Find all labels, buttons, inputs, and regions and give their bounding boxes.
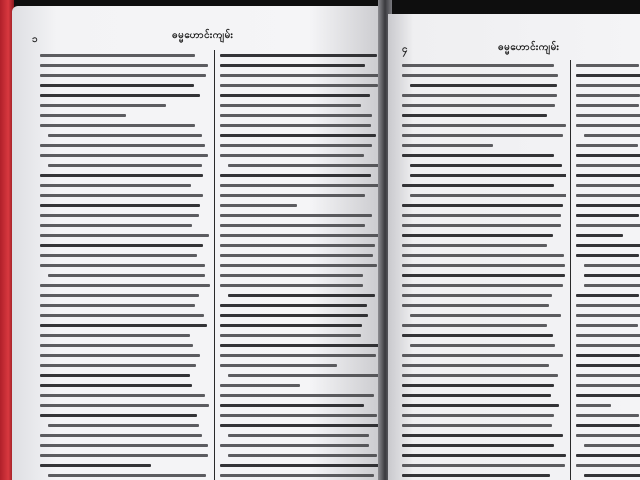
- text-line: [576, 454, 640, 457]
- text-line: [402, 364, 549, 367]
- text-line: [220, 204, 297, 207]
- text-line: [402, 394, 551, 397]
- text-line: [402, 334, 553, 337]
- text-line: [576, 194, 640, 197]
- text-line: [40, 84, 194, 87]
- text-line: [402, 64, 554, 67]
- text-line: [220, 134, 376, 137]
- text-line: [220, 304, 367, 307]
- text-line: [40, 264, 205, 267]
- text-line: [576, 94, 640, 97]
- text-line: [220, 54, 377, 57]
- text-line: [220, 404, 364, 407]
- right-page-column-rule: [570, 60, 571, 480]
- text-line: [40, 154, 208, 157]
- text-line: [410, 174, 566, 177]
- text-line: [576, 464, 640, 467]
- text-line: [410, 314, 561, 317]
- text-line: [220, 444, 369, 447]
- text-line: [220, 184, 379, 187]
- text-line: [48, 164, 202, 167]
- text-line: [584, 134, 640, 137]
- text-line: [410, 194, 566, 197]
- text-line: [220, 274, 363, 277]
- text-line: [402, 454, 566, 457]
- text-line: [402, 464, 565, 467]
- text-line: [220, 174, 371, 177]
- text-line: [40, 374, 190, 377]
- text-line: [220, 324, 362, 327]
- text-line: [410, 84, 557, 87]
- text-line: [40, 364, 196, 367]
- text-line: [40, 234, 209, 237]
- text-line: [220, 264, 377, 267]
- text-line: [220, 84, 378, 87]
- text-line: [220, 254, 373, 257]
- text-line: [40, 184, 191, 187]
- text-line: [402, 214, 561, 217]
- text-line: [576, 314, 640, 317]
- text-line: [576, 224, 640, 227]
- text-line: [220, 394, 374, 397]
- text-line: [576, 114, 640, 117]
- text-line: [576, 394, 640, 397]
- text-line: [220, 474, 374, 477]
- text-line: [40, 354, 200, 357]
- text-line: [402, 384, 554, 387]
- right-running-head: ဓမ္မဟောင်းကျမ်း: [498, 42, 560, 53]
- text-line: [576, 384, 640, 387]
- text-line: [576, 324, 638, 327]
- text-line: [576, 144, 638, 147]
- right-page: [388, 14, 640, 480]
- text-line: [48, 424, 199, 427]
- text-line: [576, 304, 640, 307]
- text-line: [576, 124, 640, 127]
- text-line: [220, 104, 361, 107]
- text-line: [402, 404, 559, 407]
- text-line: [576, 174, 640, 177]
- text-line: [402, 244, 547, 247]
- text-line: [402, 374, 558, 377]
- text-line: [410, 164, 562, 167]
- text-line: [40, 224, 192, 227]
- text-line: [402, 254, 564, 257]
- text-line: [220, 154, 364, 157]
- text-line: [40, 434, 202, 437]
- left-page-column-rule: [214, 50, 215, 480]
- text-line: [40, 244, 203, 247]
- text-line: [402, 144, 493, 147]
- text-line: [576, 184, 640, 187]
- text-line: [40, 254, 197, 257]
- text-line: [576, 254, 639, 257]
- text-line: [402, 284, 563, 287]
- text-line: [220, 74, 379, 77]
- right-page-column-1: [402, 64, 566, 480]
- text-line: [402, 444, 554, 447]
- text-line: [40, 414, 197, 417]
- text-line: [576, 164, 640, 167]
- text-line: [410, 344, 555, 347]
- text-line: [402, 354, 563, 357]
- text-line: [228, 454, 377, 457]
- text-line: [402, 184, 554, 187]
- text-line: [402, 414, 554, 417]
- text-line: [576, 294, 639, 297]
- right-page-column-2: [576, 64, 640, 480]
- text-line: [220, 354, 376, 357]
- text-line: [402, 154, 554, 157]
- text-line: [576, 204, 640, 207]
- text-line: [48, 134, 202, 137]
- text-line: [40, 404, 209, 407]
- text-line: [40, 444, 208, 447]
- text-line: [40, 124, 195, 127]
- text-line: [40, 104, 166, 107]
- text-line: [576, 154, 640, 157]
- text-line: [228, 374, 380, 377]
- left-page-column-1: [40, 54, 210, 480]
- text-line: [576, 334, 640, 337]
- text-line: [402, 474, 550, 477]
- text-line: [220, 344, 380, 347]
- text-line: [576, 434, 640, 437]
- text-line: [576, 214, 639, 217]
- text-line: [40, 344, 193, 347]
- text-line: [40, 114, 126, 117]
- text-line: [402, 94, 557, 97]
- text-line: [576, 64, 639, 67]
- text-line: [402, 424, 552, 427]
- text-line: [220, 64, 365, 67]
- text-line: [228, 434, 369, 437]
- text-line: [40, 64, 208, 67]
- text-line: [220, 334, 361, 337]
- text-line: [576, 84, 640, 87]
- text-line: [402, 124, 566, 127]
- text-line: [576, 414, 639, 417]
- left-page: [12, 6, 384, 480]
- text-line: [40, 454, 208, 457]
- text-line: [402, 234, 553, 237]
- text-line: [220, 284, 363, 287]
- text-line: [576, 364, 640, 367]
- text-line: [220, 414, 377, 417]
- text-line: [40, 384, 192, 387]
- text-line: [40, 294, 199, 297]
- text-line: [220, 384, 300, 387]
- text-line: [40, 94, 200, 97]
- text-line: [576, 74, 640, 77]
- text-line: [402, 274, 565, 277]
- text-line: [576, 404, 611, 407]
- text-line: [40, 74, 206, 77]
- text-line: [402, 74, 558, 77]
- text-line: [402, 134, 563, 137]
- text-line: [576, 354, 640, 357]
- text-line: [40, 194, 203, 197]
- text-line: [584, 284, 640, 287]
- text-line: [576, 234, 623, 237]
- text-line: [220, 144, 372, 147]
- text-line: [576, 424, 640, 427]
- text-line: [576, 104, 639, 107]
- text-line: [220, 424, 379, 427]
- text-line: [584, 474, 640, 477]
- text-line: [220, 114, 372, 117]
- text-line: [584, 264, 640, 267]
- text-line: [220, 124, 371, 127]
- text-line: [220, 194, 365, 197]
- text-line: [220, 214, 372, 217]
- text-line: [220, 314, 368, 317]
- left-running-head: ဓမ္မဟောင်းကျမ်း: [172, 30, 234, 41]
- text-line: [402, 114, 547, 117]
- text-line: [40, 54, 195, 57]
- text-line: [402, 324, 547, 327]
- text-line: [48, 274, 205, 277]
- text-line: [48, 474, 206, 477]
- text-line: [40, 394, 205, 397]
- text-line: [402, 204, 563, 207]
- text-line: [40, 174, 203, 177]
- text-line: [40, 304, 195, 307]
- text-line: [220, 224, 365, 227]
- text-line: [40, 334, 190, 337]
- text-line: [220, 244, 375, 247]
- text-line: [402, 294, 552, 297]
- text-line: [220, 464, 379, 467]
- text-line: [402, 104, 555, 107]
- text-line: [402, 264, 565, 267]
- text-line: [40, 314, 204, 317]
- text-line: [40, 204, 200, 207]
- text-line: [576, 344, 640, 347]
- text-line: [402, 434, 563, 437]
- text-line: [402, 224, 561, 227]
- right-page-number: ၄: [402, 44, 408, 55]
- text-line: [402, 304, 549, 307]
- left-page-column-2: [220, 54, 380, 480]
- text-line: [220, 234, 380, 237]
- text-line: [220, 364, 337, 367]
- text-line: [40, 464, 151, 467]
- text-line: [228, 164, 380, 167]
- text-line: [40, 324, 207, 327]
- text-line: [584, 444, 640, 447]
- text-line: [40, 144, 205, 147]
- text-line: [584, 274, 640, 277]
- text-line: [228, 294, 375, 297]
- left-page-number: ၁: [32, 34, 38, 45]
- text-line: [576, 374, 640, 377]
- text-line: [40, 284, 210, 287]
- text-line: [220, 94, 370, 97]
- text-line: [40, 214, 199, 217]
- text-line: [576, 244, 640, 247]
